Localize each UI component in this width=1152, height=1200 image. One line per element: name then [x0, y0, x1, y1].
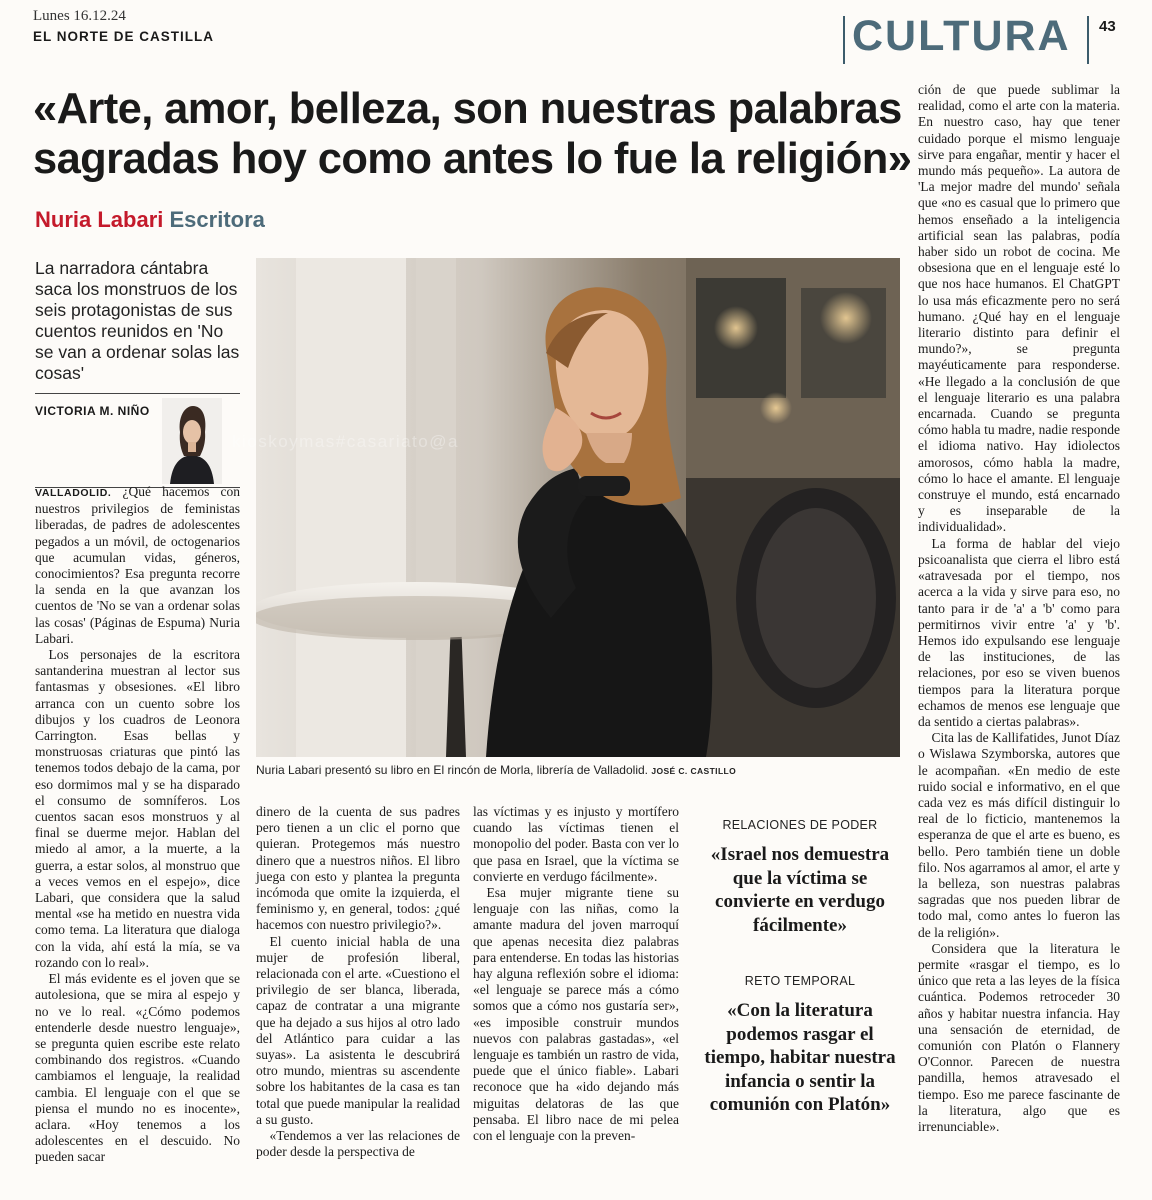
- column-1-text: ¿Qué hacemos con nuestros privilegios de feministas liberadas, de padres de adolescentes pegados a un móvil, de octogenarios que acumulan vidas, géneros, conocimientos? Esa pregunta recorre la senda en la que avanzan los cuentos de 'No se van a ordenar solas las cosas' (Páginas de Espuma) Nuria Labari. Los personajes de la escritora santanderina muestran al lector sus fantasmas y obsesiones. «El libro arranca con un cuento sobre los dibujos y los cuadros de Leonora Carrington. Esas bellas y monstruosas criaturas que pintó las tenemos todos debajo de la cama, por eso dormimos mal y se ha disparado el consumo de somníferos. Los cuentos sacan esos monstruos y al final se duerme mejor. Hablan del miedo al amor, a la muerte, a la guerra, a estar solos, al monstruo que a veces vemos en el espejo», dice Labari, que considera que la salud mental «se ha metido en nuestra vida como tema. La literatura que dialoga con la vida, ahí está la mía, se va rozando con lo real». El más evidente es el joven que se autolesiona, que se mira al espejo y no ve lo real. «¿Cómo podemos entenderle desde nuestro lenguaje», se pregunta quien escribe este relato combinando dos registros. «Cuando cambiamos el lenguaje, la realidad cambia. El lenguaje con el que se piensa el mundo no es inocente», aclara. «Hoy tenemos a los adolescentes en el descuido. No pueden sacar: [35, 484, 240, 1165]
- article-column-4: ción de que puede sublimar la realidad, como el arte con la materia. En nuestro caso, hay que tener cuidado porque el mismo lenguaje sirve para engañar, mentir y hacer el mundo más pequeño». La autora de 'La mejor madre del mundo' señala que «no es casual que lo primero que hemos enseñado a la inteligencia artificial sean las palabras, podía haber sido un robot de cocina. Me obsesiona que en el lenguaje esté lo que nos hace humanos. El ChatGPT lo usa más eficazmente pero no será humano. ¿Qué hay en el lenguaje literario distinto para definir el mundo?», se pregunta mayéuticamente para responderse. «He llegado a la conclusión de que el lenguaje literario es una palabra encarnada. Cuando se pregunta cómo habla tu madre, nadie responde el idioma nativo. Hay idiolectos amorosos, cómo habla la madre, cómo lo hace el amante. El lenguaje construye el mundo, está encarnado y es inseparable de la individualidad». La forma de hablar del viejo psicoanalista que cierra el libro está «atravesada por el tiempo, nos acerca a la vida y sirve para eso, no tanto para ir de 'a' a 'b' como para permitirnos vivir entre 'a' y 'b'. Hemos ido expulsando ese lenguaje de las instituciones, de las relaciones, por eso se viven buenos tiempos para la literatura porque echamos de menos ese lenguaje que da sentido a ciertas palabras». Cita las de Kallifatides, Junot Díaz o Wislawa Szymborska, autores que le acompañan. «En medio de este ruido social e informativo, en el que cada vez es más difícil distinguir lo real de lo ficticio, mantenemos la esperanza de que el arte es bueno, es bello. Pero también tiene un doble filo. Nos agarramos al amor, el arte y la belleza, son nuestras palabras sagradas que nos pueden librar de todo mal, como antes lo fueron las de la religión». Considera que la literatura le permite «rasgar el tiempo, es lo único que reta a las leyes de la física cuántica. Podemos retroceder 30 años y habitar nuestra infancia. Hay una sensación de eternidad, de comunión con Platón o Flannery O'Connor. Parecen de nuestra pandilla, hemos atravesado el tiempo. Eso me parece fascinante de la literatura, algo que es irrenunciable».: [918, 82, 1120, 1134]
- interviewee-name: Nuria Labari: [35, 207, 164, 232]
- pullquote-2-label: RETO TEMPORAL: [744, 974, 856, 988]
- headline: «Arte, amor, belleza, son nuestras palabras sagradas hoy como antes lo fue la religión»: [33, 85, 912, 183]
- author-avatar: [162, 398, 222, 484]
- photo-credit: JOSÉ C. CASTILLO: [651, 766, 737, 776]
- photo-caption: [256, 763, 736, 777]
- author-portrait-icon: [162, 398, 222, 484]
- interviewee-byline: [35, 207, 265, 233]
- pullquote-2-text: «Con la literatura podemos rasgar el tiempo, habitar nuestra infancia o sentir la comunión con Platón»: [704, 1000, 896, 1115]
- issue-date: Lunes 16.12.24: [33, 8, 126, 24]
- article-column-1: [35, 484, 240, 1166]
- interviewee-role: Escritora: [169, 207, 265, 232]
- caption-text: Nuria Labari presentó su libro en El rincón de Morla, librería de Valladolid.: [256, 763, 648, 777]
- watermark: kioskoymas#casariato@a: [232, 432, 459, 451]
- subheadline: La narradora cántabra saca los monstruos de los seis protagonistas de sus cuentos reunidos en 'No se van a ordenar solas las cosas': [35, 258, 240, 383]
- article-photo: [256, 258, 900, 757]
- page-number: 43: [1099, 18, 1116, 35]
- author-top-rule: [35, 393, 240, 394]
- section-title: CULTURA: [852, 12, 1071, 60]
- pullquote-1: [700, 818, 900, 937]
- article-column-2: dinero de la cuenta de sus padres pero tienen a un clic el porno que quieran. Protegemos más nuestro dinero que a nuestros niños. El libro juega con esto y plantea la pregunta incómoda que omite la izquierda, el feminismo y, en general, todos: ¿qué hacemos con nuestro privilegio?». El cuento inicial habla de una mujer de profesión liberal, relacionada con el arte. «Cuestiono el privilegio de ser blanca, liberada, capaz de contratar a una migrante que ha dejado a sus hijos al otro lado del Atlántico para cuidar a las suyas». La asistenta le descubrirá otro mundo, mientras su ascendente sobre los habitantes de la casa es tan total que puede manipular la realidad a su gusto. «Tendemos a ver las relaciones de poder desde la perspectiva de: [256, 804, 460, 1160]
- dateline: VALLADOLID.: [35, 487, 112, 499]
- newspaper-name: EL NORTE DE CASTILLA: [33, 29, 215, 44]
- pullquote-2: [700, 974, 900, 1117]
- author-name: VICTORIA M. NIÑO: [35, 404, 150, 418]
- article-column-3: las víctimas y es injusto y mortífero cuando las víctimas tienen el monopolio del poder. Basta con ver lo que pasa en Israel, que la víctima se convierte en verdugo fácilmente». Esa mujer migrante tiene su lenguaje con las niñas, como la amante madura del joven marroquí que apenas necesita diez palabras para entenderse. En todas las historias hay alguna reflexión sobre el idioma: «el lenguaje se parece más a cómo somos que a cómo nos gustaría ser», «es imposible construir mundos nuevos con palabras gastadas», «el lenguaje es también un rastro de vida, puede que el único fiable». Labari reconoce que ha «ido dejando más miguitas delatoras de las que pensaba. El libro nace de mi pelea con el lenguaje con la preven-: [473, 804, 679, 1144]
- section-divider-left: [843, 16, 845, 64]
- portrait-photo-icon: [256, 258, 900, 757]
- pullquote-1-label: RELACIONES DE PODER: [722, 818, 878, 832]
- pullquote-1-text: «Israel nos demuestra que la víctima se convierte en verdugo fácilmente»: [710, 844, 890, 936]
- section-divider-right: [1087, 16, 1089, 64]
